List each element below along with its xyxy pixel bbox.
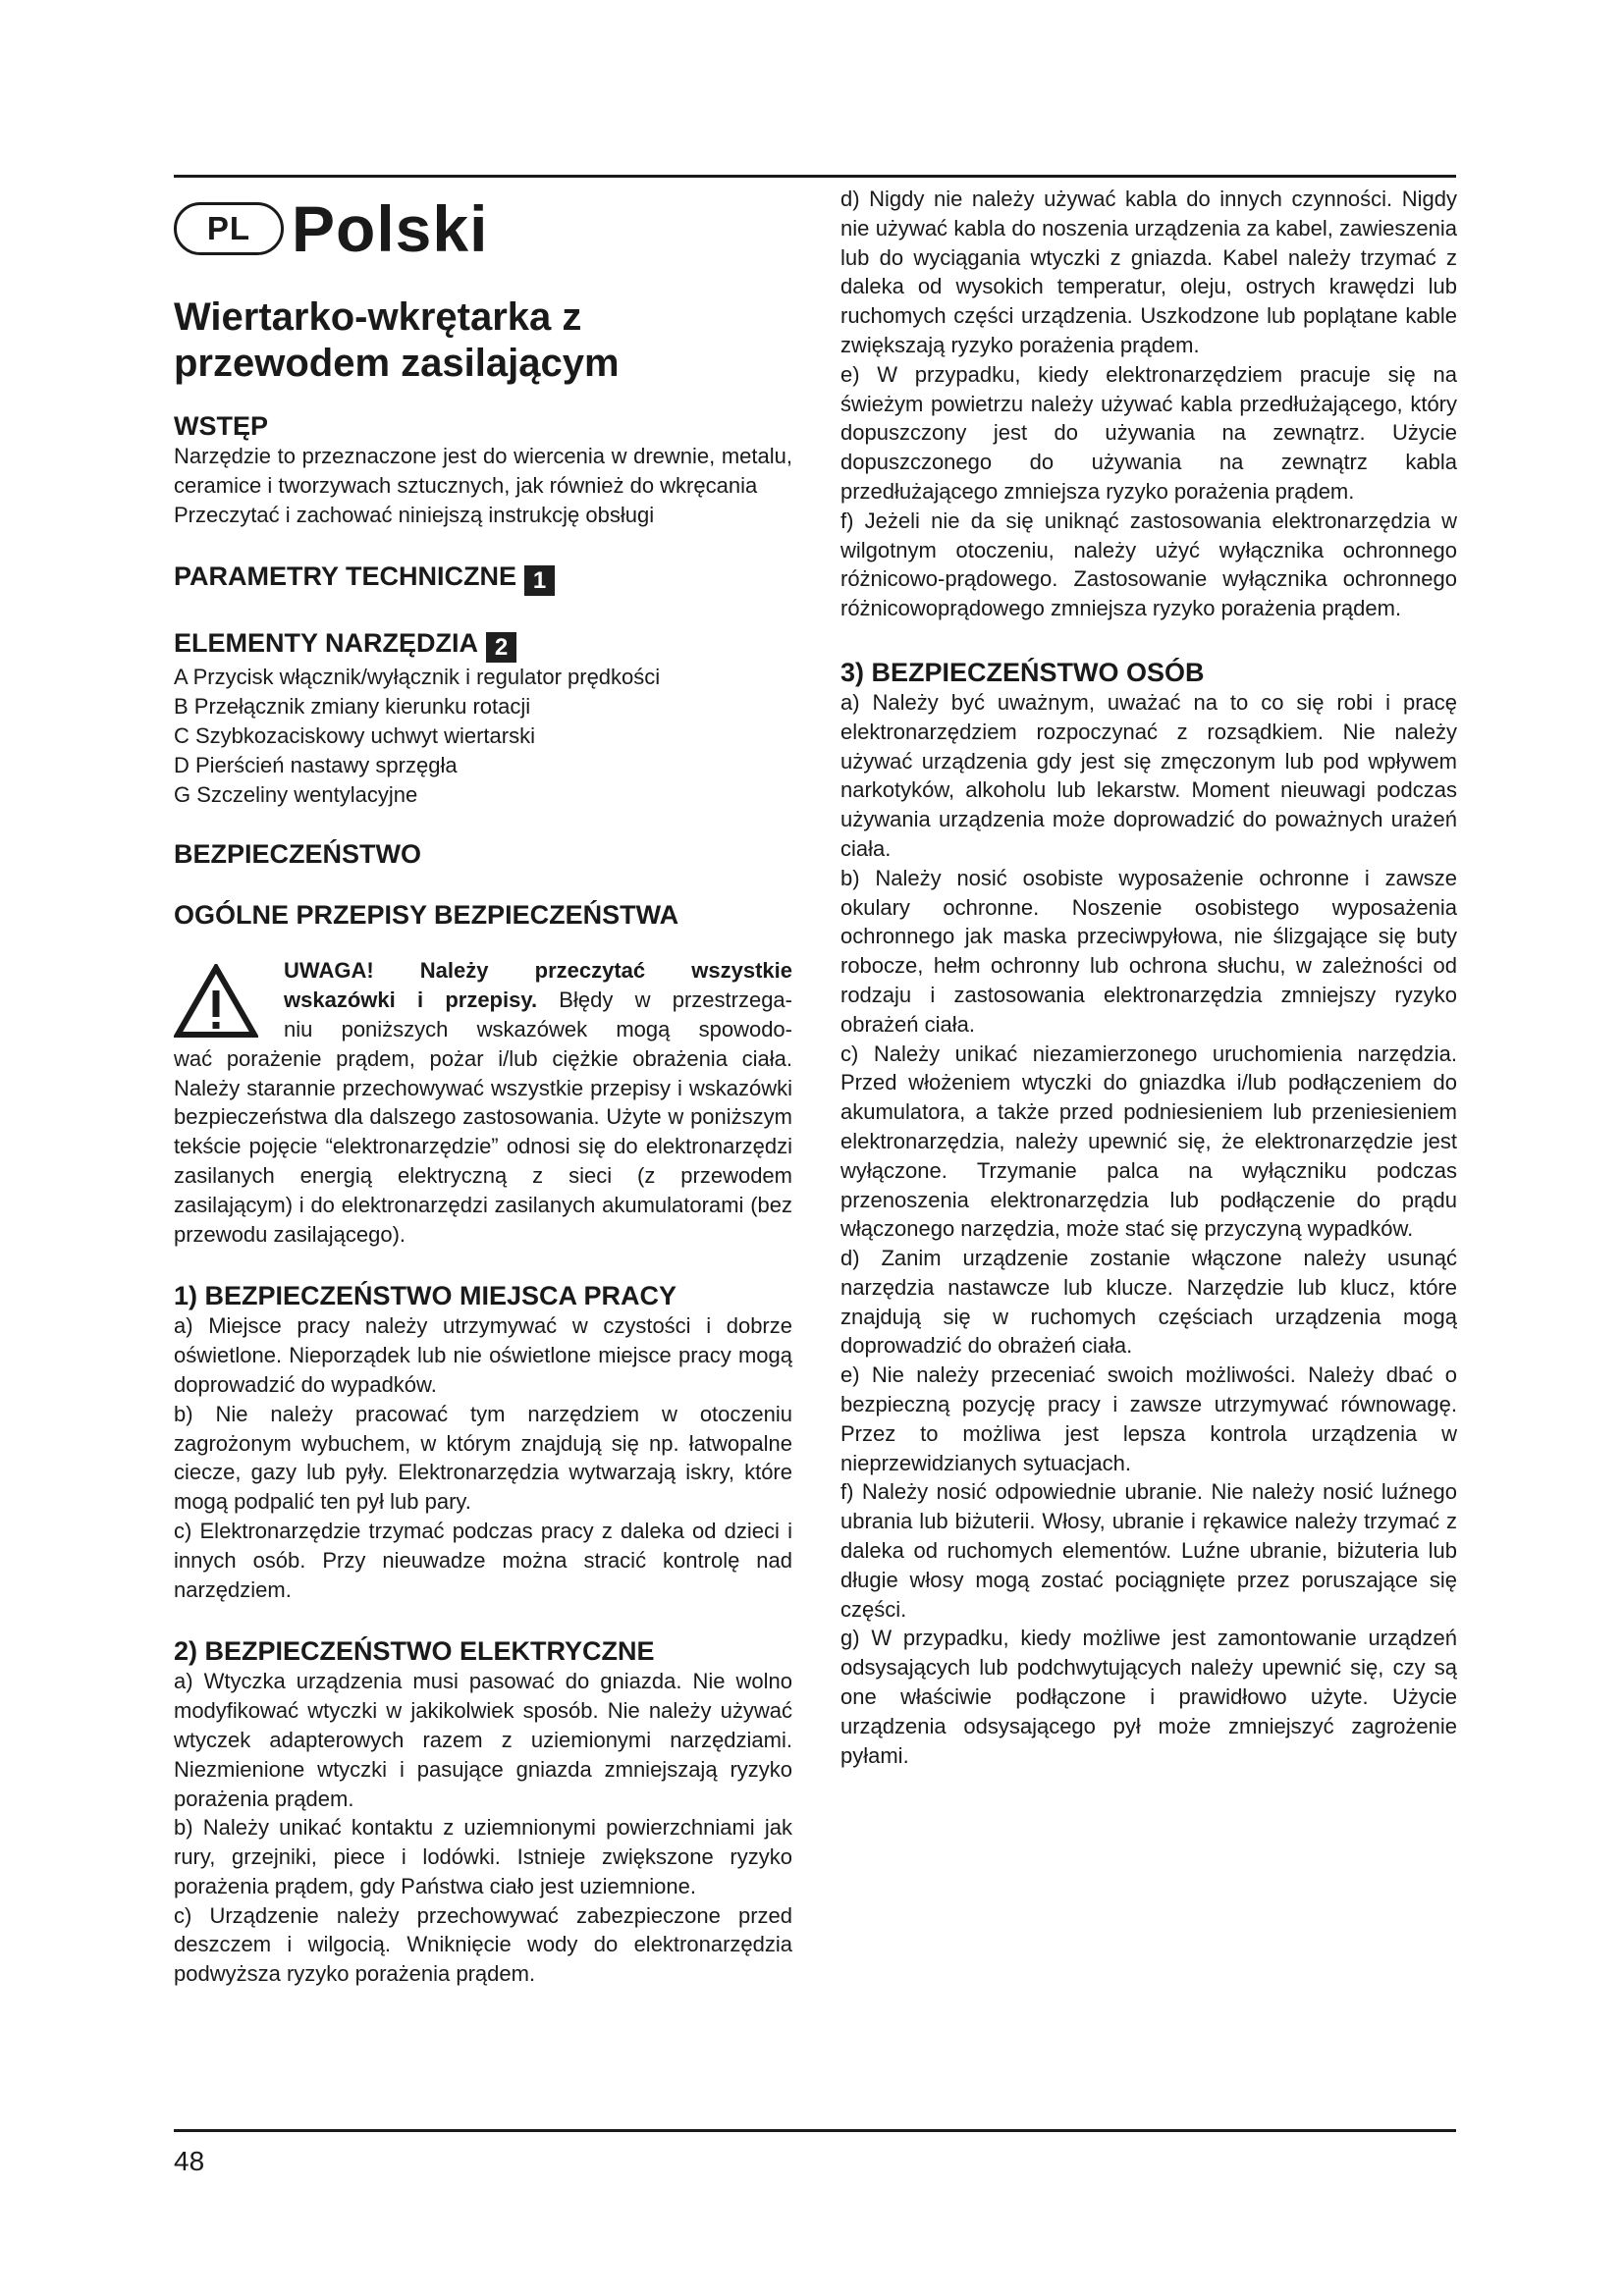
left-column [174, 185, 792, 1989]
electrical-f: f) Jeżeli nie da się uniknąć zastosowania elektronarzędzia w wilgotnym otoczeniu, należy użyć wyłącznika ochronnego różnicowo-prądowego. Zastosowanie wyłącznika ochronnego różnicowoprądowego zmniejsza ryzyko porażenia prądem. [840, 507, 1457, 621]
workplace-safety-heading: 1) BEZPIECZEŃSTWO MIEJSCA PRACY [174, 1281, 677, 1311]
page-number: 48 [174, 2146, 205, 2176]
bottom-rule [174, 2129, 1456, 2132]
persons-f: f) Należy nosić odpowiednie ubranie. Nie należy nosić luźnego ubrania lub biżuterii. Włosy, ubranie i rękawice należy trzymać z daleka od ruchomych elementów. Luźne ubranie, biżuteria lub długie włosy mogą zostać pociągnięte przez poruszające się części. [840, 1479, 1457, 1622]
intro-heading: WSTĘP [174, 411, 269, 441]
figure-badge-1: 1 [524, 565, 555, 596]
workplace-b: b) Nie należy pracować tym narzędziem w otoczeniu zagrożonym wybuchem, w którym znajdują się np. łatwopalne ciecze, gazy lub pyły. Elektronarzędzia wytwarzają iskry, które mogą podpalić ten pył lub pary. [174, 1401, 792, 1515]
electrical-a: a) Wtyczka urządzenia musi pasować do gniazda. Nie wolno modyfikować wtyczki w jakikolwiek sposób. Nie należy używać wtyczek adapterowych razem z uziemionymi narzędziami. Niezmienione wtyczki i pasujące gniazda zmniejszają ryzyko porażenia prądem. [174, 1669, 792, 1811]
electrical-b: b) Należy unikać kontaktu z uziemnionymi powierzchniami jak rury, grzejniki, piece i lodówki. Istnieje zwiększone ryzyko porażenia prądem, gdy Państwa ciało jest uziemnione. [174, 1815, 792, 1898]
electrical-e: e) W przypadku, kiedy elektronarzędziem pracuje się na świeżym powietrzu należy używać kabla przedłużającego, który dopuszczony jest do używania na zewnątrz. Użycie dopuszczonego do używania na zewnątrz kabla przedłużającego zmniejsza ryzyko porażenia prądem. [840, 361, 1457, 504]
persons-e: e) Nie należy przeceniać swoich możliwości. Należy dbać o bezpieczną pozycję pracy i zawsze utrzymywać równowagę. Przez to możliwa jest lepsza kontrola urządzenia w nieprzewidzianych sytuacjach. [840, 1362, 1457, 1475]
language-name: Polski [292, 192, 489, 265]
list-item: G Szczeliny wentylacyjne [174, 781, 418, 807]
warning-cont-2: Błędy w przestrzega- [537, 988, 792, 1013]
personal-safety-heading: 3) BEZPIECZEŃSTWO OSÓB [840, 657, 1205, 687]
list-item: B Przełącznik zmiany kierunku rotacji [174, 694, 531, 720]
safety-heading: BEZPIECZEŃSTWO [174, 839, 422, 870]
tech-params-label: PARAMETRY TECHNICZNE [174, 561, 517, 592]
warning-rest: wać porażenie prądem, pożar i/lub ciężkie obrażenia ciała. Należy starannie przechowywać wszystkie przepisy i wskazówki bezpieczeństwa dla dalszego zastosowania. Użyte w poniższym tekście pojęcie “elektronarzędzie” odnosi się do elektronarzędzi zasilanych energią elektryczną z sieci (z przewodem zasilającym) i do elektronarzędzi zasilanych akumulatorami (bez przewodu zasilającego). [174, 1045, 792, 1247]
persons-b: b) Należy nosić osobiste wyposażenie ochronne i zawsze okulary ochronne. Noszenie osobistego wyposażenia ochronnego jak maska przeciwpyłowa, nie ślizgające się buty robocze, hełm ochronny lub ochrona słuchu, w zależności od rodzaju i zastosowania elektronarzędzia zmniejszy ryzyko obrażeń ciała. [840, 865, 1457, 1037]
warning-triangle-icon [174, 964, 258, 1039]
general-safety-heading: OGÓLNE PRZEPISY BEZPIECZEŃSTWA [174, 900, 679, 931]
page-title: Wiertarko-wkrętarka z przewodem zasilającym [174, 295, 620, 385]
warning-line-2 [174, 986, 792, 1015]
right-column [840, 185, 1457, 1770]
electrical-d: d) Nigdy nie należy używać kabla do innych czynności. Nigdy nie używać kabla do noszenia urządzenia za kabel, zawieszenia lub do wyciągania wtyczki z gniazda. Kabel należy trzymać z daleka od wysokich temperatur, oleju, ostrych krawędzi lub ruchomych części urządzenia. Uszkodzone lub poplątane kable zwiększają ryzyko porażenia prądem. [840, 187, 1457, 357]
top-rule [174, 175, 1456, 178]
workplace-c: c) Elektronarzędzie trzymać podczas pracy z daleka od dzieci i innych osób. Przy nieuwadze można stracić kontrolę nad narzędziem. [174, 1518, 792, 1602]
electrical-c: c) Urządzenie należy przechowywać zabezpieczone przed deszczem i wilgocią. Wniknięcie wody do elektronarzędzia podwyższa ryzyko porażenia prądem. [174, 1902, 792, 1987]
persons-a: a) Należy być uważnym, uważać na to co się robi i pracę elektronarzędziem rozpoczynać z rozsądkiem. Nie należy używać urządzenia gdy jest się zmęczonym lub pod wpływem narkotyków, alkoholu lub lekarstw. Moment nieuwagi podczas używania urządzenia może doprowadzić do poważnych urażeń ciała. [840, 689, 1457, 861]
tech-params-heading [174, 561, 792, 596]
list-item: C Szybkozaciskowy uchwyt wiertarski [174, 722, 535, 748]
language-header [174, 187, 792, 271]
tool-elements-label: ELEMENTY NARZĘDZIA [174, 628, 479, 659]
persons-c: c) Należy unikać niezamierzonego uruchomienia narzędzia. Przed włożeniem wtyczki do gniazdka i/lub podłączeniem do akumulatora, a także przed podniesieniem lub przeniesieniem elektronarzędzia, należy upewnić się, że elektronarzędzie jest wyłączone. Trzymanie palca na wyłączniku podczas przenoszenia elektronarzędzia lub podłączenie do prądu włączonego narzędzia, może stać się przyczyną wypadków. [840, 1041, 1457, 1242]
persons-g: g) W przypadku, kiedy możliwe jest zamontowanie urządzeń odsysających lub podchwytujących należy upewnić się, czy są one właściwie podłączone i prawidłowo użyte. Użycie urządzenia odsysającego pył może zmniejszyć zagrożenie pyłami. [840, 1626, 1457, 1768]
warning-line-3: niu poniższych wskazówek mogą spowodo- [284, 1016, 792, 1041]
figure-badge-2: 2 [486, 632, 516, 663]
intro-paragraph: Narzędzie to przeznaczone jest do wiercenia w drewnie, metalu, ceramice i tworzywach sztucznych, jak również do wkręcania [174, 444, 792, 498]
persons-d: d) Zanim urządzenie zostanie włączone należy usunąć narzędzia nastawcze lub klucze. Narzędzie lub klucz, które znajdują się w ruchomych częściach urządzenia mogą doprowadzić do obrażeń ciała. [840, 1246, 1457, 1359]
language-code-badge: PL [174, 202, 284, 255]
list-item: A Przycisk włącznik/wyłącznik i regulator prędkości [174, 665, 661, 690]
workplace-a: a) Miejsce pracy należy utrzymywać w czystości i dobrze oświetlone. Nieporządek lub nie oświetlone miejsce pracy mogą doprowadzić do wypadków. [174, 1313, 792, 1397]
intro-instruction: Przeczytać i zachować niniejszą instrukcję obsługi [174, 502, 655, 527]
list-item: D Pierścień nastawy sprzęgła [174, 752, 458, 777]
warning-bold-2: wskazówki i przepisy. [284, 988, 538, 1013]
electrical-safety-heading: 2) BEZPIECZEŃSTWO ELEKTRYCZNE [174, 1636, 655, 1667]
warning-bold-line: UWAGA! Należy przeczytać wszystkie [284, 958, 792, 984]
tool-elements-heading [174, 627, 792, 663]
warning-block [174, 956, 792, 1249]
